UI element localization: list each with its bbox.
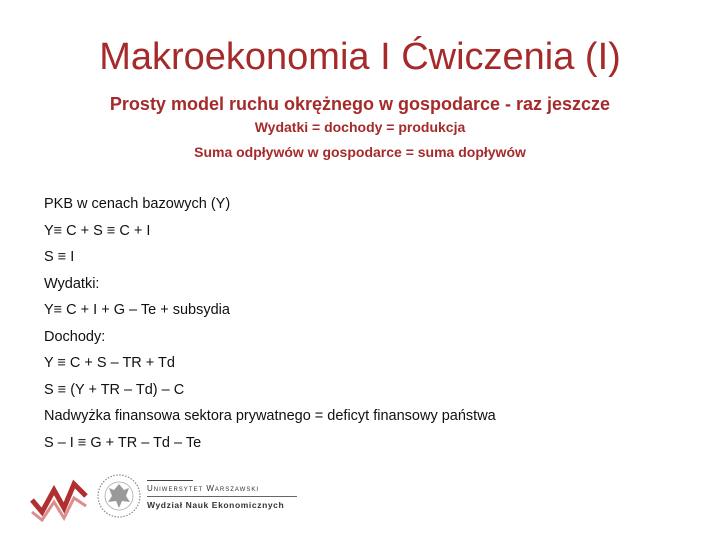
- faculty-logo-icon: [30, 472, 90, 522]
- slide-title: Makroekonomia I Ćwiczenia (I): [99, 36, 621, 78]
- equation-line: S ≡ (Y + TR – Td) – C: [44, 381, 185, 398]
- equation-line: Y ≡ C + S – TR + Td: [44, 355, 175, 371]
- equation-line: Y≡ C + I + G – Te + subsydia: [44, 302, 230, 318]
- equation-line: Y≡ C + S ≡ C + I: [44, 222, 151, 239]
- equations-list: [44, 193, 704, 458]
- identity-line-1: Wydatki = dochody = produkcja: [254, 119, 466, 135]
- identity-line-2: Suma odpływów w gospodarce = suma dopływów: [194, 144, 526, 160]
- university-branding: [147, 480, 347, 510]
- faculty-name: Wydział Nauk Ekonomicznych: [147, 500, 285, 510]
- divider: [147, 496, 297, 497]
- slide-subtitle: Prosty model ruchu okrężnego w gospodarce - raz jeszcze: [109, 94, 611, 114]
- equation-line: S – I ≡ G + TR – Td – Te: [44, 434, 202, 451]
- equation-line: S ≡ I: [44, 249, 75, 265]
- divider: [147, 480, 193, 481]
- equation-line: Nadwyżka finansowa sektora prywatnego = deficyt finansowy państwa: [44, 408, 496, 424]
- equation-line: Dochody:: [44, 328, 106, 345]
- equation-line: PKB w cenach bazowych (Y): [44, 196, 231, 212]
- university-name: Uniwersytet Warszawski: [147, 484, 259, 493]
- equation-line: Wydatki:: [44, 275, 100, 292]
- university-seal-icon: [96, 468, 142, 524]
